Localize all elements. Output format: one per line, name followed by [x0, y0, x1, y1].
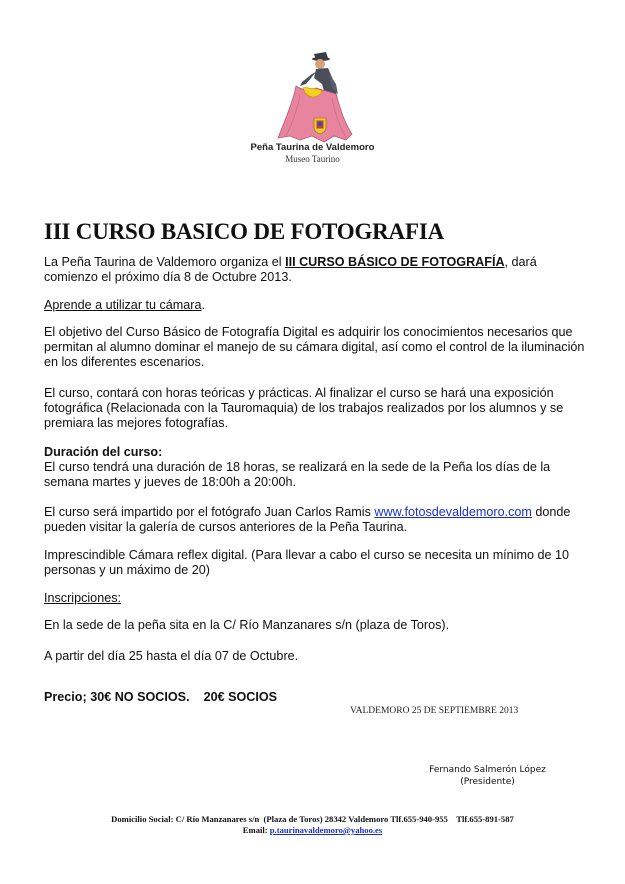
teacher-text-after: donde [531, 505, 571, 519]
practice-line: premiara las mejores fotografías. [44, 416, 229, 431]
practice-line: El curso, contará con horas teóricas y prácticas. Al finalizar el curso se hará una exposición [44, 386, 554, 400]
objective-paragraph [44, 325, 604, 371]
objective-line: en los diferentes escenarios. [44, 355, 205, 370]
course-name-highlight: III CURSO BÁSICO DE FOTOGRAFÍA [285, 255, 505, 269]
org-name: Peña Taurina de Valdemoro [250, 142, 375, 153]
document-title: III CURSO BASICO DE FOTOGRAFIA [44, 219, 444, 244]
bullfighter-logo-icon [270, 48, 370, 148]
objective-line: permitan al alumno dominar el manejo de su cámara digital, así como el control de la iluminación [44, 340, 585, 355]
signatory-name: Fernando Salmerón López [429, 765, 546, 775]
teacher-paragraph [44, 505, 604, 535]
price-line: Precio; 30€ NO SOCIOS. 20€ SOCIOS [44, 690, 278, 704]
practice-paragraph [44, 386, 604, 432]
registration-heading: Inscripciones: [44, 591, 121, 605]
registration-dates: A partir del día 25 hasta el día 07 de Octubre. [44, 649, 299, 663]
duration-line: semana martes y jueves de 18:00h a 20:00h. [44, 475, 297, 490]
intro-paragraph [44, 255, 604, 285]
signatory-role: (Presidente) [460, 777, 515, 787]
duration-heading: Duración del curso: [44, 445, 163, 459]
email-label: Email: [242, 825, 270, 835]
teacher-line-2: pueden visitar la galería de cursos anteriores de la Peña Taurina. [44, 520, 408, 535]
date-place: VALDEMORO 25 DE SEPTIEMBRE 2013 [350, 706, 519, 716]
intro-line-2: comienzo el próximo día 8 de Octubre 2013. [44, 270, 292, 285]
org-subtitle: Museo Taurino [285, 154, 340, 164]
requirement-line: Imprescindible Cámara reflex digital. (Para llevar a cabo el curso se necesita un mínimo de 10 [44, 548, 569, 562]
teacher-text-before: El curso será impartido por el fotógrafo Juan Carlos Ramis [44, 505, 375, 519]
requirement-line: personas y un máximo de 20) [44, 563, 210, 578]
footer-email-line [0, 825, 625, 835]
duration-paragraph [44, 445, 604, 491]
website-link[interactable]: www.fotosdevaldemoro.com [374, 505, 532, 519]
email-link[interactable]: p.taurinavaldemoro@yahoo.es [269, 825, 383, 835]
subtitle-paragraph [44, 298, 604, 313]
practice-line: fotográfica (Relacionada con la Tauromaquia) de los trabajos realizados por los alumnos y se [44, 401, 564, 416]
registration-heading-paragraph [44, 591, 604, 606]
footer-address: Domicilio Social: C/ Río Manzanares s/n (Plaza de Toros) 28342 Valdemoro Tlf.655-940-955 Tlf.655-891-587 [111, 814, 514, 824]
objective-line: El objetivo del Curso Básico de Fotografía Digital es adquirir los conocimientos necesarios que [44, 325, 573, 339]
intro-text-before: La Peña Taurina de Valdemoro organiza el [44, 255, 286, 269]
registration-location: En la sede de la peña sita en la C/ Río Manzanares s/n (plaza de Toros). [44, 618, 450, 632]
requirement-paragraph [44, 548, 604, 578]
intro-text-after: , dará [504, 255, 537, 269]
subtitle-punct: . [201, 298, 206, 312]
section-subtitle: Aprende a utilizar tu cámara [44, 298, 202, 312]
duration-line: El curso tendrá una duración de 18 horas, se realizará en la sede de la Peña los días de la [44, 460, 551, 475]
